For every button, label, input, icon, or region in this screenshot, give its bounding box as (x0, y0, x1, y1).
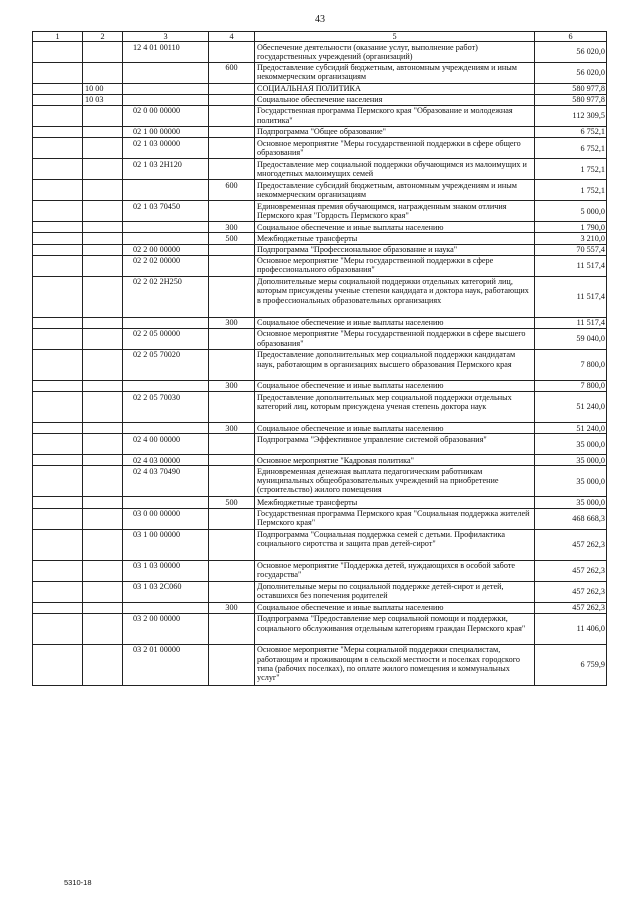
cell-c2 (83, 529, 123, 560)
cell-c1 (33, 328, 83, 349)
cell-c4 (209, 529, 255, 560)
cell-c1 (33, 613, 83, 644)
cell-c5: Основное мероприятие "Меры социальной поддержки специалистам, работающим и проживающим в сельской местности и поселках городского типа (рабочих поселках), по оплате жилого помещения и коммунальных услуг" (255, 644, 535, 685)
cell-c6: 35 000,0 (535, 497, 607, 508)
cell-c3: 02 2 02 00000 (123, 255, 209, 276)
table-row (33, 581, 607, 602)
cell-c6: 6 752,1 (535, 126, 607, 137)
cell-c5: Социальное обеспечение и иные выплаты населению (255, 380, 535, 391)
table-row (33, 508, 607, 529)
cell-c1 (33, 508, 83, 529)
table-row (33, 602, 607, 613)
table-row (33, 105, 607, 126)
table-row (33, 328, 607, 349)
cell-c5: Подпрограмма "Социальная поддержка семей с детьми. Профилактика социального сиротства и защита прав детей-сирот" (255, 529, 535, 560)
cell-c5: Социальное обеспечение и иные выплаты населению (255, 602, 535, 613)
cell-c3: 02 4 03 70490 (123, 466, 209, 497)
cell-c1 (33, 233, 83, 244)
cell-c1 (33, 83, 83, 94)
cell-c1 (33, 644, 83, 685)
page-number: 43 (315, 14, 325, 25)
cell-c5: Государственная программа Пермского края "Образование и молодежная политика" (255, 105, 535, 126)
cell-c5: Подпрограмма "Общее образование" (255, 126, 535, 137)
cell-c1 (33, 602, 83, 613)
table-row (33, 180, 607, 201)
cell-c2 (83, 560, 123, 581)
cell-c1 (33, 138, 83, 159)
cell-c6: 580 977,8 (535, 94, 607, 105)
cell-c5: Социальное обеспечение населения (255, 94, 535, 105)
cell-c6: 580 977,8 (535, 83, 607, 94)
cell-c5: Основное мероприятие "Меры государственной поддержки в сфере профессионального образования" (255, 255, 535, 276)
cell-c6: 6 752,1 (535, 138, 607, 159)
cell-c2 (83, 644, 123, 685)
cell-c3: 03 2 00 00000 (123, 613, 209, 644)
cell-c1 (33, 317, 83, 328)
cell-c2 (83, 497, 123, 508)
cell-c2 (83, 233, 123, 244)
cell-c5: Предоставление субсидий бюджетным, автономным учреждениям и иным некоммерческим организациям (255, 62, 535, 83)
cell-c4 (209, 159, 255, 180)
cell-c6: 35 000,0 (535, 455, 607, 466)
cell-c1 (33, 529, 83, 560)
cell-c2 (83, 126, 123, 137)
cell-c5: Основное мероприятие "Кадровая политика" (255, 455, 535, 466)
cell-c2 (83, 434, 123, 455)
cell-c1 (33, 126, 83, 137)
table-row (33, 529, 607, 560)
cell-c3: 12 4 01 00110 (123, 42, 209, 62)
cell-c4 (209, 349, 255, 380)
cell-c6: 6 759,9 (535, 644, 607, 685)
cell-c6: 59 040,0 (535, 328, 607, 349)
cell-c1 (33, 581, 83, 602)
cell-c5: Предоставление дополнительных мер социальной поддержки кандидатам наук, работающим в организациях высшего образования Пермского края (255, 349, 535, 380)
table-row (33, 349, 607, 380)
cell-c3: 02 2 05 70020 (123, 349, 209, 380)
table-body (33, 42, 607, 686)
cell-c5: Государственная программа Пермского края "Социальная поддержка жителей Пермского края" (255, 508, 535, 529)
table-row (33, 644, 607, 685)
cell-c1 (33, 380, 83, 391)
cell-c2 (83, 380, 123, 391)
cell-c5: Дополнительные меры по социальной поддержке детей-сирот и детей, оставшихся без попечения родителей (255, 581, 535, 602)
table-row (33, 159, 607, 180)
cell-c1 (33, 222, 83, 233)
cell-c5: Социальное обеспечение и иные выплаты населению (255, 317, 535, 328)
cell-c4 (209, 508, 255, 529)
cell-c3 (123, 317, 209, 328)
cell-c2 (83, 455, 123, 466)
cell-c6: 1 752,1 (535, 180, 607, 201)
table-row (33, 222, 607, 233)
cell-c2 (83, 180, 123, 201)
cell-c2 (83, 508, 123, 529)
cell-c3: 03 1 00 00000 (123, 529, 209, 560)
cell-c4 (209, 434, 255, 455)
cell-c4 (209, 138, 255, 159)
cell-c3: 02 2 05 00000 (123, 328, 209, 349)
cell-c1 (33, 392, 83, 423)
table-row (33, 455, 607, 466)
cell-c6: 70 557,4 (535, 244, 607, 255)
cell-c4 (209, 613, 255, 644)
cell-c6: 56 020,0 (535, 62, 607, 83)
cell-c6: 11 517,4 (535, 317, 607, 328)
cell-c4: 600 (209, 62, 255, 83)
cell-c6: 35 000,0 (535, 434, 607, 455)
cell-c4 (209, 244, 255, 255)
cell-c6: 35 000,0 (535, 466, 607, 497)
cell-c6: 11 517,4 (535, 255, 607, 276)
cell-c3 (123, 83, 209, 94)
table-header-row (33, 32, 607, 42)
table-row (33, 317, 607, 328)
cell-c4 (209, 392, 255, 423)
cell-c4 (209, 581, 255, 602)
cell-c3: 02 4 03 00000 (123, 455, 209, 466)
table-row (33, 94, 607, 105)
cell-c3 (123, 233, 209, 244)
cell-c1 (33, 349, 83, 380)
table-row (33, 560, 607, 581)
cell-c4 (209, 94, 255, 105)
cell-c5: Подпрограмма "Профессиональное образование и наука" (255, 244, 535, 255)
table-row (33, 83, 607, 94)
cell-c2 (83, 105, 123, 126)
cell-c3: 02 2 00 00000 (123, 244, 209, 255)
cell-c2 (83, 62, 123, 83)
cell-c2 (83, 613, 123, 644)
cell-c6: 51 240,0 (535, 423, 607, 434)
cell-c5: Единовременная денежная выплата педагогическим работникам муниципальных общеобразовательных учреждений на приобретение (строительство) жилого помещения (255, 466, 535, 497)
table-row (33, 201, 607, 222)
cell-c3 (123, 380, 209, 391)
cell-c3: 03 1 03 2С060 (123, 581, 209, 602)
cell-c3: 02 2 05 70030 (123, 392, 209, 423)
cell-c3: 02 1 03 00000 (123, 138, 209, 159)
table-row (33, 434, 607, 455)
cell-c1 (33, 497, 83, 508)
table-row (33, 466, 607, 497)
cell-c6: 457 262,3 (535, 529, 607, 560)
cell-c5: Дополнительные меры социальной поддержки отдельных категорий лиц, которым присуждены ученые степени кандидата и доктора наук, работающих в профессиональных образовательных организациях (255, 276, 535, 317)
cell-c6: 56 020,0 (535, 42, 607, 62)
cell-c1 (33, 244, 83, 255)
cell-c4: 500 (209, 497, 255, 508)
cell-c3 (123, 180, 209, 201)
cell-c6: 457 262,3 (535, 560, 607, 581)
cell-c4: 300 (209, 602, 255, 613)
cell-c4 (209, 328, 255, 349)
cell-c2 (83, 466, 123, 497)
cell-c6: 51 240,0 (535, 392, 607, 423)
cell-c6: 7 800,0 (535, 349, 607, 380)
cell-c4: 300 (209, 380, 255, 391)
cell-c1 (33, 180, 83, 201)
header-col-4: 4 (209, 32, 255, 42)
table-row (33, 244, 607, 255)
table-row (33, 497, 607, 508)
cell-c4 (209, 255, 255, 276)
cell-c5: Единовременная премия обучающимся, награжденным знаком отличия Пермского края "Гордость Пермского края" (255, 201, 535, 222)
cell-c6: 3 210,0 (535, 233, 607, 244)
cell-c1 (33, 434, 83, 455)
cell-c4 (209, 644, 255, 685)
header-col-3: 3 (123, 32, 209, 42)
header-col-2: 2 (83, 32, 123, 42)
cell-c5: Социальное обеспечение и иные выплаты населению (255, 423, 535, 434)
cell-c1 (33, 466, 83, 497)
cell-c4 (209, 466, 255, 497)
cell-c1 (33, 276, 83, 317)
cell-c5: Межбюджетные трансферты (255, 497, 535, 508)
cell-c3: 03 0 00 00000 (123, 508, 209, 529)
cell-c1 (33, 455, 83, 466)
cell-c6: 1 790,0 (535, 222, 607, 233)
header-col-1: 1 (33, 32, 83, 42)
cell-c5: Межбюджетные трансферты (255, 233, 535, 244)
table-row (33, 392, 607, 423)
cell-c6: 11 406,0 (535, 613, 607, 644)
cell-c3 (123, 602, 209, 613)
cell-c3: 02 0 00 00000 (123, 105, 209, 126)
budget-table (32, 31, 607, 686)
cell-c3: 02 1 03 70450 (123, 201, 209, 222)
cell-c2 (83, 581, 123, 602)
cell-c1 (33, 560, 83, 581)
cell-c3 (123, 94, 209, 105)
table-row (33, 138, 607, 159)
table-row (33, 276, 607, 317)
cell-c5: Предоставление мер социальной поддержки обучающимся из малоимущих и многодетных малоимущих семей (255, 159, 535, 180)
cell-c6: 5 000,0 (535, 201, 607, 222)
cell-c2: 10 03 (83, 94, 123, 105)
header-col-5: 5 (255, 32, 535, 42)
cell-c4: 500 (209, 233, 255, 244)
cell-c5: Предоставление субсидий бюджетным, автономным учреждениям и иным некоммерческим организациям (255, 180, 535, 201)
cell-c5: Подпрограмма "Предоставление мер социальной помощи и поддержки, социального обслуживания отдельным категориям граждан Пермского края" (255, 613, 535, 644)
cell-c4 (209, 560, 255, 581)
cell-c5: Социальное обеспечение и иные выплаты населению (255, 222, 535, 233)
cell-c4: 300 (209, 317, 255, 328)
table-row (33, 423, 607, 434)
table-row (33, 255, 607, 276)
cell-c4 (209, 83, 255, 94)
table-row (33, 62, 607, 83)
cell-c5: Основное мероприятие "Поддержка детей, нуждающихся в особой заботе государства" (255, 560, 535, 581)
cell-c6: 457 262,3 (535, 602, 607, 613)
cell-c5: Основное мероприятие "Меры государственной поддержки в сфере высшего образования" (255, 328, 535, 349)
cell-c2 (83, 159, 123, 180)
cell-c2 (83, 317, 123, 328)
cell-c5: Обеспечение деятельности (оказание услуг, выполнение работ) государственных учреждений (организаций) (255, 42, 535, 62)
cell-c2 (83, 392, 123, 423)
cell-c2 (83, 201, 123, 222)
document-code: 5310-18 (64, 878, 92, 887)
cell-c3: 02 2 02 2Н250 (123, 276, 209, 317)
cell-c2 (83, 328, 123, 349)
header-col-6: 6 (535, 32, 607, 42)
cell-c2 (83, 276, 123, 317)
cell-c2 (83, 255, 123, 276)
cell-c1 (33, 201, 83, 222)
cell-c3: 02 4 00 00000 (123, 434, 209, 455)
cell-c3 (123, 222, 209, 233)
cell-c6: 11 517,4 (535, 276, 607, 317)
cell-c2 (83, 42, 123, 62)
cell-c4: 600 (209, 180, 255, 201)
cell-c1 (33, 423, 83, 434)
cell-c5: Предоставление дополнительных мер социальной поддержки отдельных категорий лиц, которым присуждена ученая степень доктора наук (255, 392, 535, 423)
cell-c3: 02 1 00 00000 (123, 126, 209, 137)
cell-c4 (209, 126, 255, 137)
budget-table-container (32, 31, 606, 686)
cell-c3: 03 2 01 00000 (123, 644, 209, 685)
cell-c1 (33, 94, 83, 105)
cell-c5: СОЦИАЛЬНАЯ ПОЛИТИКА (255, 83, 535, 94)
cell-c2 (83, 244, 123, 255)
cell-c4: 300 (209, 423, 255, 434)
cell-c6: 7 800,0 (535, 380, 607, 391)
cell-c1 (33, 159, 83, 180)
table-row (33, 613, 607, 644)
cell-c4 (209, 455, 255, 466)
cell-c3: 02 1 03 2Н120 (123, 159, 209, 180)
cell-c1 (33, 105, 83, 126)
cell-c6: 1 752,1 (535, 159, 607, 180)
cell-c1 (33, 255, 83, 276)
cell-c3 (123, 423, 209, 434)
cell-c2 (83, 423, 123, 434)
cell-c2 (83, 602, 123, 613)
cell-c1 (33, 42, 83, 62)
cell-c2 (83, 349, 123, 380)
cell-c3 (123, 62, 209, 83)
table-row (33, 233, 607, 244)
cell-c5: Основное мероприятие "Меры государственной поддержки в сфере общего образования" (255, 138, 535, 159)
cell-c4 (209, 276, 255, 317)
cell-c4 (209, 201, 255, 222)
cell-c2 (83, 222, 123, 233)
cell-c4 (209, 105, 255, 126)
table-row (33, 126, 607, 137)
cell-c6: 112 309,5 (535, 105, 607, 126)
cell-c3: 03 1 03 00000 (123, 560, 209, 581)
cell-c4: 300 (209, 222, 255, 233)
cell-c6: 468 668,3 (535, 508, 607, 529)
table-row (33, 42, 607, 62)
cell-c2 (83, 138, 123, 159)
cell-c5: Подпрограмма "Эффективное управление системой образования" (255, 434, 535, 455)
cell-c6: 457 262,3 (535, 581, 607, 602)
cell-c2: 10 00 (83, 83, 123, 94)
cell-c1 (33, 62, 83, 83)
cell-c4 (209, 42, 255, 62)
table-row (33, 380, 607, 391)
cell-c3 (123, 497, 209, 508)
